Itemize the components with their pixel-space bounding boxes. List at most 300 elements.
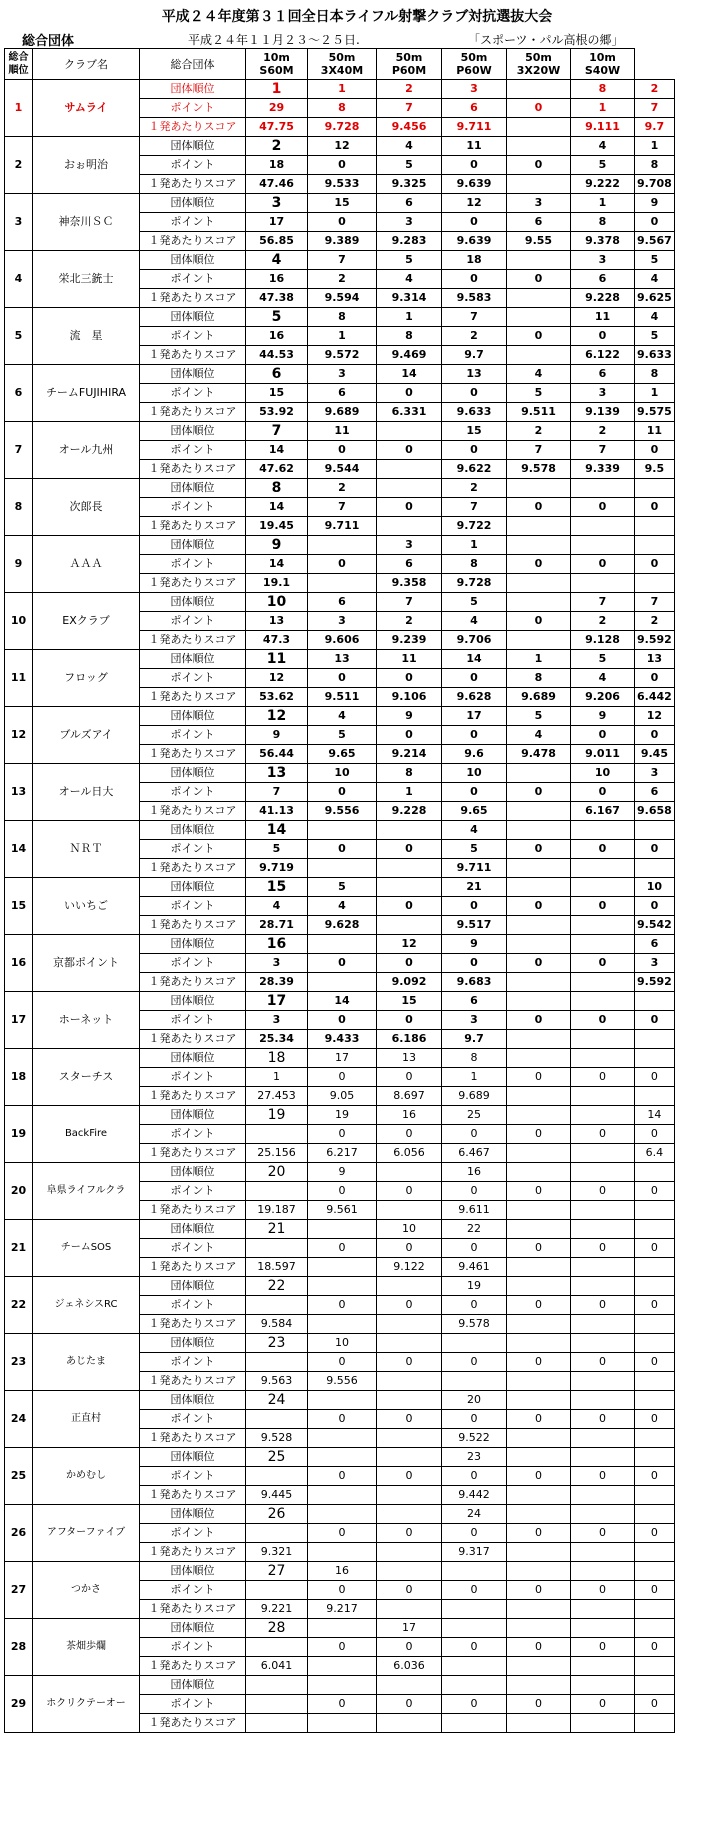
total-cell: 11 [246,650,308,669]
event-cell: 9.567 [635,232,675,251]
table-row [5,1334,675,1353]
event-cell [507,80,571,99]
row-category-label: １発あたりスコア [140,1030,246,1049]
event-cell: 0 [377,441,442,460]
event-cell: 0 [571,954,635,973]
event-cell: 0 [442,1182,507,1201]
row-category-label: ポイント [140,1524,246,1543]
event-cell [571,1657,635,1676]
row-category-label: １発あたりスコア [140,346,246,365]
overall-rank: 3 [5,194,33,251]
total-cell: 28.39 [246,973,308,992]
overall-rank: 17 [5,992,33,1049]
row-category-label: ポイント [140,1581,246,1600]
event-cell: 3 [308,365,377,384]
event-cell: 9.65 [442,802,507,821]
event-cell [507,1429,571,1448]
event-cell: 0 [442,270,507,289]
event-cell: 10 [635,878,675,897]
event-cell: 9.317 [442,1543,507,1562]
event-cell [571,1600,635,1619]
event-cell [377,1372,442,1391]
event-cell: 0 [507,1011,571,1030]
table-row [5,992,675,1011]
total-cell [246,1182,308,1201]
row-category-label: ポイント [140,99,246,118]
row-category-label: １発あたりスコア [140,745,246,764]
overall-rank: 10 [5,593,33,650]
event-cell: 9.583 [442,289,507,308]
row-category-label: ポイント [140,1695,246,1714]
total-cell: 6 [246,365,308,384]
club-name: かめむし [33,1448,140,1505]
event-cell: 0 [442,1410,507,1429]
event-cell: 6 [635,783,675,802]
row-category-label: ポイント [140,270,246,289]
event-cell [507,479,571,498]
event-cell: 11 [308,422,377,441]
event-cell: 9.544 [308,460,377,479]
event-cell [377,1562,442,1581]
event-cell: 9.314 [377,289,442,308]
event-cell [308,1277,377,1296]
row-category-label: １発あたりスコア [140,1258,246,1277]
total-cell: 24 [246,1391,308,1410]
event-cell [507,118,571,137]
event-cell: 5 [571,156,635,175]
total-cell: 15 [246,878,308,897]
row-category-label: １発あたりスコア [140,973,246,992]
event-cell: 0 [635,1182,675,1201]
event-cell: 10 [308,764,377,783]
event-cell: 0 [635,1353,675,1372]
event-cell: 9.228 [571,289,635,308]
total-cell: 6.041 [246,1657,308,1676]
event-cell [507,1486,571,1505]
event-cell: 0 [507,1467,571,1486]
event-cell: 0 [571,498,635,517]
row-category-label: 団体順位 [140,1391,246,1410]
row-category-label: 団体順位 [140,479,246,498]
event-cell: 9.711 [442,118,507,137]
event-cell [507,1372,571,1391]
event-cell [308,1391,377,1410]
event-cell [635,1429,675,1448]
event-cell [635,1220,675,1239]
event-cell: 0 [308,1638,377,1657]
event-cell: 10 [442,764,507,783]
event-cell: 9.222 [571,175,635,194]
row-category-label: ポイント [140,726,246,745]
event-cell: 9.511 [507,403,571,422]
event-cell: 0 [442,726,507,745]
event-cell: 8 [377,764,442,783]
row-category-label: 団体順位 [140,1106,246,1125]
event-cell: 0 [507,327,571,346]
event-cell: 0 [507,783,571,802]
row-category-label: ポイント [140,897,246,916]
event-cell: 0 [507,99,571,118]
event-cell [308,1486,377,1505]
event-cell: 0 [442,1638,507,1657]
total-cell [246,1581,308,1600]
table-row [5,1163,675,1182]
event-cell [308,1258,377,1277]
event-cell: 9.511 [308,688,377,707]
club-name: オール日大 [33,764,140,821]
total-cell: 9.321 [246,1543,308,1562]
event-cell [635,1049,675,1068]
event-cell: 9.05 [308,1087,377,1106]
event-cell: 0 [635,555,675,574]
event-cell: 19 [308,1106,377,1125]
overall-rank: 4 [5,251,33,308]
total-cell: 16 [246,327,308,346]
event-cell: 0 [377,840,442,859]
overall-rank: 14 [5,821,33,878]
row-category-label: １発あたりスコア [140,802,246,821]
event-cell [507,764,571,783]
event-cell [507,1087,571,1106]
event-cell: 12 [377,935,442,954]
event-cell: 0 [308,441,377,460]
event-cell [507,308,571,327]
event-cell [635,1163,675,1182]
event-cell [507,1030,571,1049]
event-cell: 8 [308,99,377,118]
event-cell [635,1657,675,1676]
total-cell: 26 [246,1505,308,1524]
event-cell: 0 [635,840,675,859]
event-cell [635,859,675,878]
event-cell [377,1391,442,1410]
row-category-label: １発あたりスコア [140,1315,246,1334]
event-cell: 9.389 [308,232,377,251]
event-cell: 21 [442,878,507,897]
total-cell: 20 [246,1163,308,1182]
event-cell: 9.461 [442,1258,507,1277]
event-cell: 9.65 [308,745,377,764]
event-cell: 9.708 [635,175,675,194]
event-cell: 3 [442,80,507,99]
event-cell: 8.697 [377,1087,442,1106]
event-cell: 0 [571,1353,635,1372]
event-cell [442,1600,507,1619]
event-cell: 0 [377,1467,442,1486]
event-cell [308,1543,377,1562]
total-cell: 53.92 [246,403,308,422]
row-category-label: ポイント [140,441,246,460]
total-cell: 9.719 [246,859,308,878]
table-header-row [5,49,675,80]
event-cell [308,574,377,593]
row-category-label: 団体順位 [140,650,246,669]
event-cell [571,1220,635,1239]
event-cell [571,859,635,878]
event-cell [377,1714,442,1733]
total-cell [246,1714,308,1733]
total-cell: 21 [246,1220,308,1239]
club-name: つかさ [33,1562,140,1619]
event-cell: 10 [377,1220,442,1239]
event-cell: 0 [377,1410,442,1429]
total-cell: 8 [246,479,308,498]
event-cell: 0 [442,1581,507,1600]
row-category-label: ポイント [140,954,246,973]
event-cell: 5 [308,726,377,745]
event-cell [507,1315,571,1334]
event-cell: 9.378 [571,232,635,251]
event-cell: 0 [507,1068,571,1087]
header-event-2 [377,49,442,80]
event-cell: 0 [507,612,571,631]
event-cell: 0 [308,954,377,973]
event-cell: 0 [442,384,507,403]
row-category-label: ポイント [140,1011,246,1030]
event-cell: 0 [377,384,442,403]
table-row [5,1391,675,1410]
event-cell: 0 [377,1011,442,1030]
event-cell: 10 [571,764,635,783]
total-cell: 47.3 [246,631,308,650]
table-row [5,365,675,384]
row-category-label: １発あたりスコア [140,1087,246,1106]
row-category-label: 団体順位 [140,1277,246,1296]
event-cell: 9.533 [308,175,377,194]
row-category-label: 団体順位 [140,1619,246,1638]
row-category-label: 団体順位 [140,1163,246,1182]
event-cell: 7 [507,441,571,460]
event-cell: 9.128 [571,631,635,650]
overall-rank: 8 [5,479,33,536]
event-cell [507,1676,571,1695]
event-cell: 0 [507,1239,571,1258]
event-cell [571,1315,635,1334]
club-name: 京都ポイント [33,935,140,992]
total-cell [246,1125,308,1144]
event-cell [507,1220,571,1239]
table-row [5,1049,675,1068]
event-cell: 0 [377,954,442,973]
event-cell: 0 [635,1695,675,1714]
event-cell: 0 [442,1695,507,1714]
event-cell: 14 [442,650,507,669]
event-cell [377,1163,442,1182]
total-cell [246,1353,308,1372]
row-category-label: ポイント [140,1296,246,1315]
event-cell [377,916,442,935]
event-cell: 24 [442,1505,507,1524]
event-cell: 0 [442,897,507,916]
event-cell: 1 [442,536,507,555]
overall-rank: 24 [5,1391,33,1448]
event-cell: 12 [635,707,675,726]
overall-rank: 1 [5,80,33,137]
total-cell: 9 [246,536,308,555]
club-name: ホクリクテーオー [33,1676,140,1733]
total-cell: 1 [246,1068,308,1087]
event-cell: 6 [442,992,507,1011]
row-category-label: ポイント [140,384,246,403]
event-cell: 4 [442,821,507,840]
event-cell: 0 [571,1410,635,1429]
total-cell: 9.221 [246,1600,308,1619]
event-cell [442,1562,507,1581]
event-cell: 0 [571,327,635,346]
table-row [5,593,675,612]
event-cell: 9.622 [442,460,507,479]
event-cell: 9.706 [442,631,507,650]
event-cell [571,1429,635,1448]
row-category-label: 団体順位 [140,707,246,726]
total-cell [246,1676,308,1695]
event-cell: 0 [377,1239,442,1258]
event-cell [377,859,442,878]
row-category-label: 団体順位 [140,1505,246,1524]
event-cell: 9.578 [507,460,571,479]
event-cell [507,346,571,365]
event-cell: 6.442 [635,688,675,707]
event-cell [308,1505,377,1524]
event-cell [635,517,675,536]
event-cell: 9.606 [308,631,377,650]
event-cell [635,1676,675,1695]
event-cell: 17 [377,1619,442,1638]
row-category-label: 団体順位 [140,1049,246,1068]
event-cell: 0 [507,156,571,175]
overall-rank: 5 [5,308,33,365]
event-cell: 0 [442,954,507,973]
event-cell: 9.214 [377,745,442,764]
total-cell: 28 [246,1619,308,1638]
row-category-label: １発あたりスコア [140,1429,246,1448]
event-cell [442,1619,507,1638]
overall-team-label: 総合団体 [22,34,75,49]
club-name: 栄北三銃士 [33,251,140,308]
row-category-label: １発あたりスコア [140,1144,246,1163]
event-cell: 7 [571,441,635,460]
event-cell [571,536,635,555]
event-cell: 2 [507,422,571,441]
event-cell: 0 [571,897,635,916]
event-cell: 0 [507,498,571,517]
event-cell [571,1562,635,1581]
event-cell: 7 [308,251,377,270]
event-cell [507,878,571,897]
row-category-label: 団体順位 [140,1220,246,1239]
event-cell: 0 [571,1638,635,1657]
event-cell: 9.442 [442,1486,507,1505]
total-cell: 14 [246,821,308,840]
event-cell: 7 [442,308,507,327]
club-name: ホーネット [33,992,140,1049]
overall-rank: 25 [5,1448,33,1505]
row-category-label: ポイント [140,1239,246,1258]
event-cell: 11 [571,308,635,327]
event-cell [507,973,571,992]
event-cell: 9.592 [635,631,675,650]
event-cell [377,517,442,536]
total-cell [246,1410,308,1429]
event-cell: 0 [571,1695,635,1714]
row-category-label: ポイント [140,1467,246,1486]
event-cell: 0 [507,1581,571,1600]
event-cell: 0 [507,954,571,973]
header-group [140,49,246,80]
event-cell [377,821,442,840]
total-cell: 3 [246,194,308,213]
event-cell [377,479,442,498]
total-cell [246,1638,308,1657]
total-cell: 25 [246,1448,308,1467]
header-rank [5,49,33,80]
row-category-label: ポイント [140,1182,246,1201]
row-category-label: １発あたりスコア [140,289,246,308]
event-cell: 4 [308,707,377,726]
page-title: 平成２４年度第３１回全日本ライフル射撃クラブ対抗選抜大会 [161,9,553,25]
row-category-label: 団体順位 [140,1676,246,1695]
club-name: 神奈川ＳＣ [33,194,140,251]
event-cell: 0 [377,1068,442,1087]
event-cell: 0 [308,840,377,859]
event-cell: 1 [308,327,377,346]
event-cell: 15 [377,992,442,1011]
event-cell: 2 [571,612,635,631]
event-cell: 16 [442,1163,507,1182]
event-cell: 9.689 [507,688,571,707]
event-cell: 7 [377,99,442,118]
overall-rank: 13 [5,764,33,821]
row-category-label: ポイント [140,612,246,631]
row-category-label: １発あたりスコア [140,859,246,878]
event-cell [571,1087,635,1106]
event-cell: 0 [308,156,377,175]
event-cell: 9.092 [377,973,442,992]
event-cell [571,1277,635,1296]
club-name: ＡＡＡ [33,536,140,593]
total-cell: 56.85 [246,232,308,251]
event-cell: 23 [442,1448,507,1467]
results-table-body [5,49,675,1733]
event-cell: 0 [377,1581,442,1600]
event-cell [571,1049,635,1068]
event-cell [635,574,675,593]
event-cell: 0 [571,1467,635,1486]
event-cell: 9.011 [571,745,635,764]
event-cell: 0 [308,1353,377,1372]
event-cell [308,1429,377,1448]
event-cell: 17 [442,707,507,726]
event-cell [635,1714,675,1733]
event-cell [308,1619,377,1638]
event-cell: 6.167 [571,802,635,821]
event-cell: 3 [571,384,635,403]
event-cell: 4 [507,365,571,384]
club-name: いいちご [33,878,140,935]
total-cell: 18.597 [246,1258,308,1277]
table-row [5,80,675,99]
total-cell: 17 [246,213,308,232]
row-category-label: 団体順位 [140,365,246,384]
event-cell [635,1372,675,1391]
event-cell: 0 [571,1011,635,1030]
row-category-label: ポイント [140,840,246,859]
event-cell [308,859,377,878]
row-category-label: 団体順位 [140,1448,246,1467]
event-cell: 7 [635,99,675,118]
event-cell: 0 [507,1125,571,1144]
event-cell: 1 [377,308,442,327]
